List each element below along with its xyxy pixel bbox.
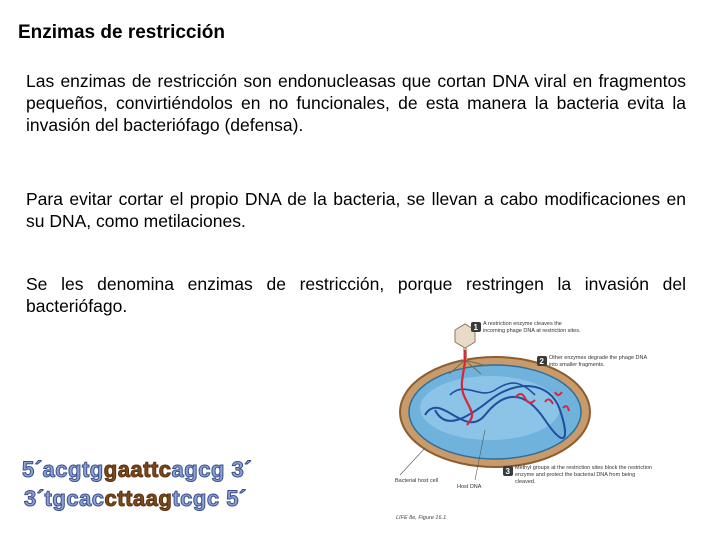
seq-top-suffix: agcg 3´ <box>171 457 253 482</box>
seq-top-prefix: 5´acgtg <box>22 457 104 482</box>
step-1-text: A restriction enzyme cleaves the incoming phage DNA at restriction sites. <box>483 321 581 334</box>
seq-bottom-restriction-site: cttaag <box>104 486 173 511</box>
step-1-legend <box>471 321 583 351</box>
restriction-enzyme-figure <box>395 320 685 525</box>
step-1-text-box <box>483 321 583 351</box>
seq-bottom-suffix: tcgc 5´ <box>172 486 247 511</box>
dna-sequence-bottom-strand <box>24 486 247 512</box>
paragraph-definition: Las enzimas de restricción son endonucleasas que cortan DNA viral en fragmentos pequeños, convirtiéndolos en no funcionales, de esta manera la bacteria evita la invasión del bacteriófago (defensa). <box>26 71 686 135</box>
paragraph-methylation: Para evitar cortar el propio DNA de la bacteria, se llevan a cabo modificaciones en su DNA, como metilaciones. <box>26 189 686 231</box>
seq-top-restriction-site: gaattc <box>103 457 172 482</box>
step-3-legend <box>503 465 655 501</box>
step-2-legend <box>537 355 649 379</box>
figure-caption: LIFE 8e, Figure 16.1 <box>396 515 447 521</box>
slide-title: Enzimas de restricción <box>18 22 225 43</box>
step-2-number: 2 <box>539 357 544 366</box>
host-cell-leader <box>400 448 425 475</box>
label-host-dna: Host DNA <box>457 484 482 490</box>
label-host-cell: Bacterial host cell <box>395 478 439 484</box>
step-3-text: Methyl groups at the restriction sites block the restriction enzyme and protect the bacterial DNA from being cleaved. <box>515 465 652 485</box>
step-3-text-box <box>515 465 655 501</box>
step-3-number: 3 <box>505 467 510 476</box>
step-2-text-box <box>549 355 649 379</box>
step-1-number: 1 <box>473 323 478 332</box>
step-2-text: Other enzymes degrade the phage DNA into smaller fragments. <box>549 355 647 368</box>
seq-bottom-prefix: 3´tgcac <box>24 486 105 511</box>
paragraph-naming: Se les denomina enzimas de restricción, porque restringen la invasión del bacteriófago. <box>26 274 686 316</box>
dna-sequence-top-strand <box>22 457 252 483</box>
